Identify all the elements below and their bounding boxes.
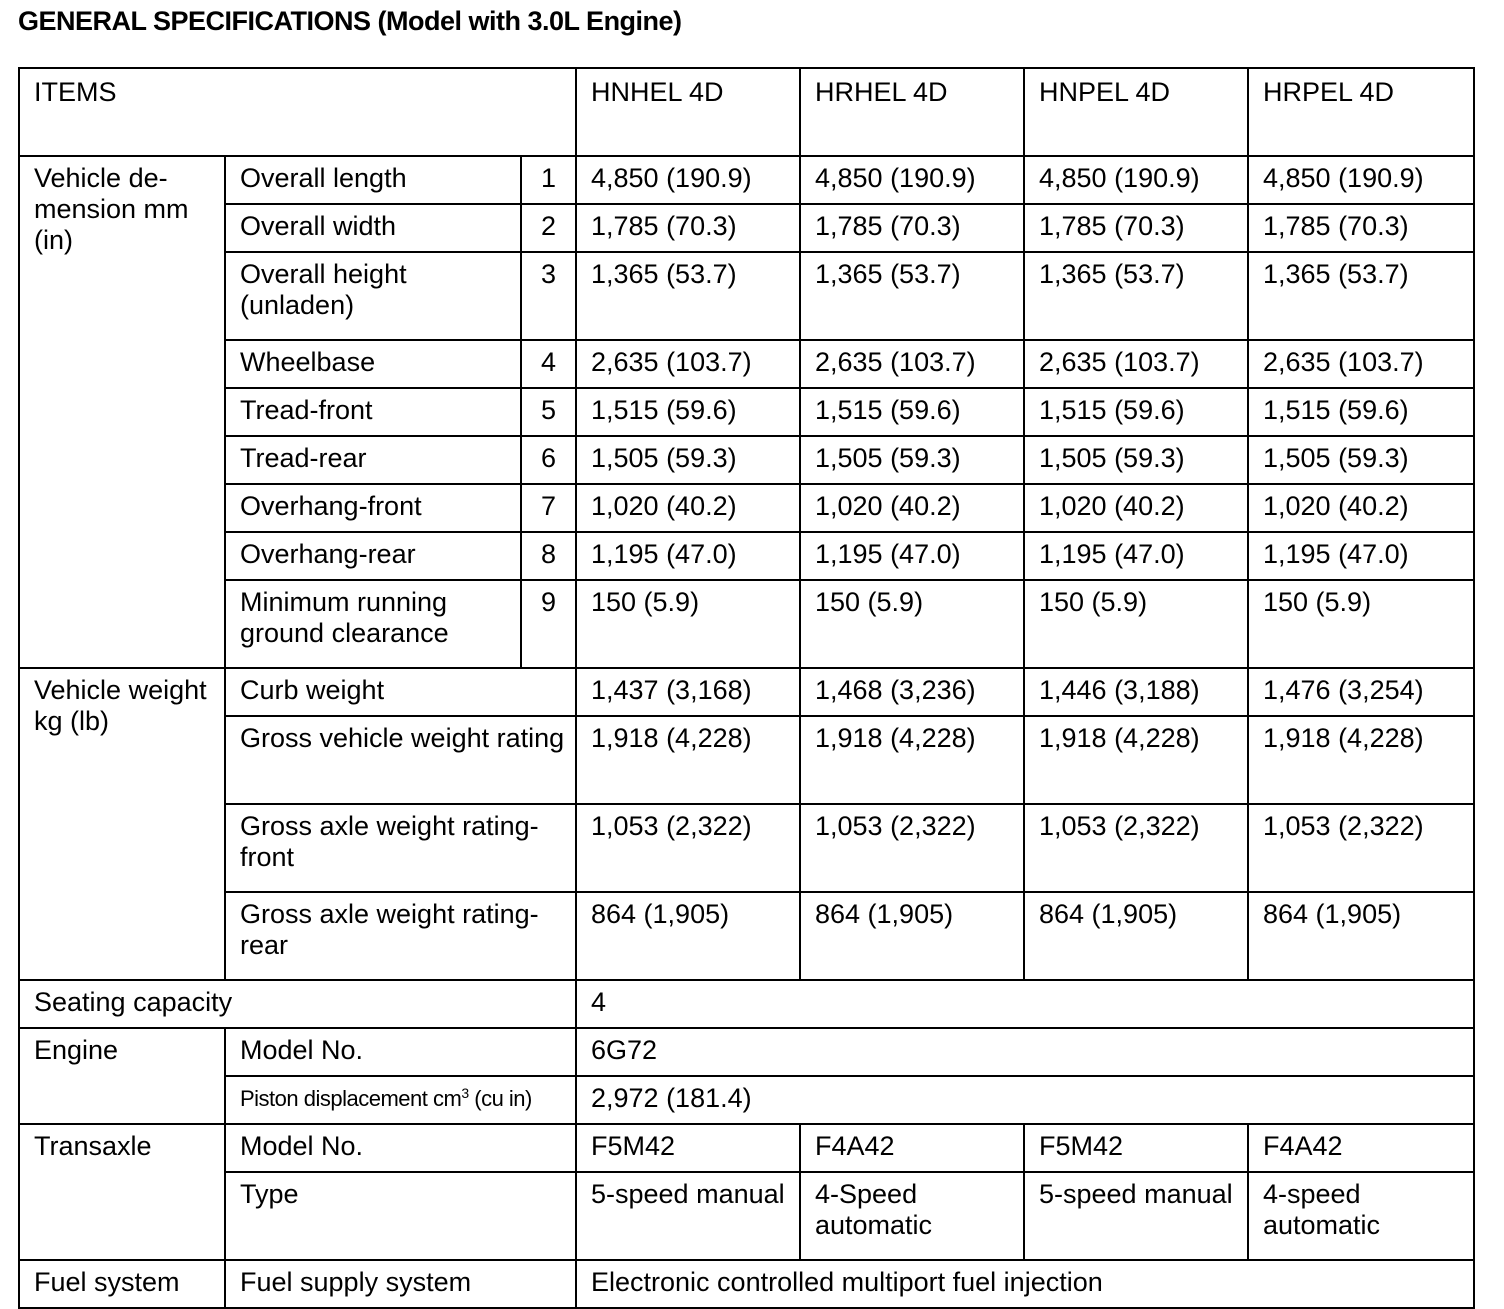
model-header: HRPEL 4D — [1248, 68, 1474, 156]
table-row — [19, 668, 1474, 716]
table-row — [19, 252, 1474, 340]
cell-value: Electronic controlled multiport fuel injection — [576, 1260, 1474, 1308]
row-number: 3 — [521, 252, 576, 340]
row-number: 7 — [521, 484, 576, 532]
cell-value: 4-speed automatic — [1248, 1172, 1474, 1260]
row-label: Model No. — [225, 1124, 576, 1172]
row-number: 1 — [521, 156, 576, 204]
row-number: 8 — [521, 532, 576, 580]
cell-value: 1,437 (3,168) — [576, 668, 800, 716]
row-label: Piston displacement $cm^3$ (cu in) — [225, 1076, 576, 1124]
weight-group-label: Vehicle weight kg (lb) — [19, 668, 225, 980]
row-label: Tread-front — [225, 388, 521, 436]
cell-value: 1,365 (53.7) — [1024, 252, 1248, 340]
row-label: Model No. — [225, 1028, 576, 1076]
cell-value: 1,365 (53.7) — [800, 252, 1024, 340]
cell-value: 150 (5.9) — [576, 580, 800, 668]
table-row — [19, 1172, 1474, 1260]
cell-value: 1,195 (47.0) — [576, 532, 800, 580]
table-row — [19, 340, 1474, 388]
header-row — [19, 68, 1474, 156]
table-row — [19, 1028, 1474, 1076]
cell-value: 1,785 (70.3) — [1248, 204, 1474, 252]
cell-value: 1,505 (59.3) — [1248, 436, 1474, 484]
cell-value: 1,446 (3,188) — [1024, 668, 1248, 716]
table-row — [19, 1260, 1474, 1308]
table-row — [19, 156, 1474, 204]
cell-value: 1,053 (2,322) — [1248, 804, 1474, 892]
cell-value: 1,468 (3,236) — [800, 668, 1024, 716]
table-row — [19, 716, 1474, 804]
row-label: Gross axle weight rating-rear — [225, 892, 576, 980]
row-number: 2 — [521, 204, 576, 252]
table-row — [19, 892, 1474, 980]
cell-value: 1,505 (59.3) — [576, 436, 800, 484]
row-label: Overall length — [225, 156, 521, 204]
table-row — [19, 204, 1474, 252]
cell-value: 1,785 (70.3) — [1024, 204, 1248, 252]
items-header: ITEMS — [19, 68, 576, 156]
cell-value: 4 — [576, 980, 1474, 1028]
cell-value: 150 (5.9) — [1024, 580, 1248, 668]
cell-value: 5-speed manual — [576, 1172, 800, 1260]
table-row — [19, 436, 1474, 484]
cell-value: 150 (5.9) — [800, 580, 1024, 668]
cell-value: 1,476 (3,254) — [1248, 668, 1474, 716]
cell-value: 4,850 (190.9) — [576, 156, 800, 204]
cell-value: 2,635 (103.7) — [576, 340, 800, 388]
cell-value: 1,515 (59.6) — [1024, 388, 1248, 436]
cell-value: 1,918 (4,228) — [1248, 716, 1474, 804]
row-number: 4 — [521, 340, 576, 388]
cell-value: 1,195 (47.0) — [800, 532, 1024, 580]
page-title: GENERAL SPECIFICATIONS (Model with 3.0L Engine) — [18, 6, 682, 36]
cell-value: 1,195 (47.0) — [1248, 532, 1474, 580]
cell-value: 1,505 (59.3) — [1024, 436, 1248, 484]
table-row — [19, 580, 1474, 668]
cell-value: 864 (1,905) — [800, 892, 1024, 980]
cell-value: 1,918 (4,228) — [800, 716, 1024, 804]
row-number: 9 — [521, 580, 576, 668]
cell-value: F5M42 — [576, 1124, 800, 1172]
row-label: Type — [225, 1172, 576, 1260]
cell-value: 1,020 (40.2) — [1248, 484, 1474, 532]
cell-value: 4,850 (190.9) — [1248, 156, 1474, 204]
cell-value: 1,505 (59.3) — [800, 436, 1024, 484]
cell-value: 1,918 (4,228) — [576, 716, 800, 804]
cell-value: 5-speed manual — [1024, 1172, 1248, 1260]
table-row — [19, 532, 1474, 580]
cell-value: 1,020 (40.2) — [576, 484, 800, 532]
cell-value: 1,053 (2,322) — [800, 804, 1024, 892]
row-number: 5 — [521, 388, 576, 436]
cell-value: 1,918 (4,228) — [1024, 716, 1248, 804]
cell-value: 2,635 (103.7) — [1248, 340, 1474, 388]
model-header: HNHEL 4D — [576, 68, 800, 156]
cell-value: 2,635 (103.7) — [800, 340, 1024, 388]
cell-value: F4A42 — [1248, 1124, 1474, 1172]
cell-value: 4,850 (190.9) — [800, 156, 1024, 204]
table-row — [19, 804, 1474, 892]
table-row — [19, 1124, 1474, 1172]
table-row — [19, 388, 1474, 436]
cell-value: 1,365 (53.7) — [1248, 252, 1474, 340]
row-label: Minimum running ground clearance — [225, 580, 521, 668]
cell-value: 1,515 (59.6) — [800, 388, 1024, 436]
cell-value: 4-Speed automatic — [800, 1172, 1024, 1260]
row-label: Overall width — [225, 204, 521, 252]
spec-table — [18, 67, 1475, 1309]
row-label: Tread-rear — [225, 436, 521, 484]
cell-value: 2,972 (181.4) — [576, 1076, 1474, 1124]
table-row — [19, 980, 1474, 1028]
row-label: Gross axle weight rating-front — [225, 804, 576, 892]
transaxle-group-label: Transaxle — [19, 1124, 225, 1260]
row-label: Overhang-rear — [225, 532, 521, 580]
table-row — [19, 1076, 1474, 1124]
cell-value: F4A42 — [800, 1124, 1024, 1172]
model-header: HNPEL 4D — [1024, 68, 1248, 156]
cell-value: F5M42 — [1024, 1124, 1248, 1172]
cell-value: 1,515 (59.6) — [576, 388, 800, 436]
row-label: Fuel supply system — [225, 1260, 576, 1308]
cell-value: 1,020 (40.2) — [1024, 484, 1248, 532]
row-label: Curb weight — [225, 668, 576, 716]
row-label: Overhang-front — [225, 484, 521, 532]
cell-value: 6G72 — [576, 1028, 1474, 1076]
cell-value: 864 (1,905) — [1024, 892, 1248, 980]
cell-value: 864 (1,905) — [576, 892, 800, 980]
row-label: Seating capacity — [19, 980, 576, 1028]
cell-value: 1,195 (47.0) — [1024, 532, 1248, 580]
cell-value: 1,785 (70.3) — [800, 204, 1024, 252]
row-label: Overall height (unladen) — [225, 252, 521, 340]
engine-group-label: Engine — [19, 1028, 225, 1124]
row-number: 6 — [521, 436, 576, 484]
cell-value: 1,053 (2,322) — [1024, 804, 1248, 892]
cell-value: 1,365 (53.7) — [576, 252, 800, 340]
row-label: Wheelbase — [225, 340, 521, 388]
cell-value: 150 (5.9) — [1248, 580, 1474, 668]
cell-value: 1,785 (70.3) — [576, 204, 800, 252]
fuel-group-label: Fuel system — [19, 1260, 225, 1308]
table-row — [19, 484, 1474, 532]
dimension-group-label: Vehicle de- mension mm (in) — [19, 156, 225, 668]
cell-value: 4,850 (190.9) — [1024, 156, 1248, 204]
cell-value: 1,053 (2,322) — [576, 804, 800, 892]
cell-value: 1,515 (59.6) — [1248, 388, 1474, 436]
row-label: Gross vehicle weight rating — [225, 716, 576, 804]
model-header: HRHEL 4D — [800, 68, 1024, 156]
cell-value: 864 (1,905) — [1248, 892, 1474, 980]
cell-value: 1,020 (40.2) — [800, 484, 1024, 532]
cell-value: 2,635 (103.7) — [1024, 340, 1248, 388]
